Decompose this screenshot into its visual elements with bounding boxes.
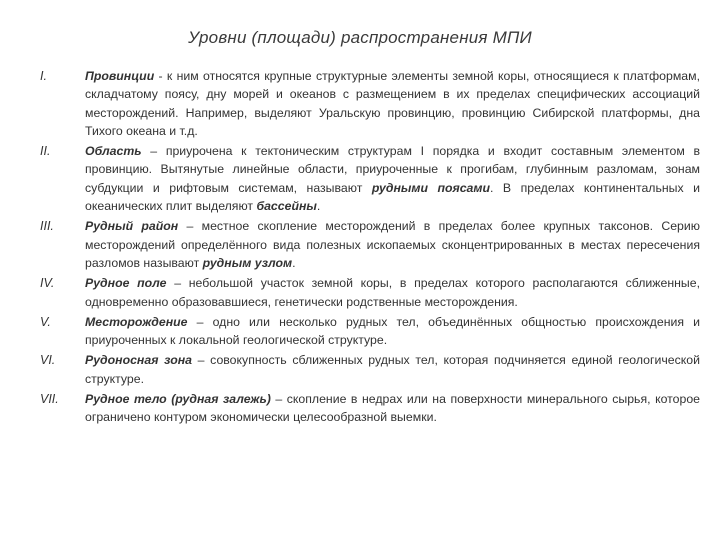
item-number: V. — [40, 314, 51, 329]
item-number: I. — [40, 69, 47, 83]
item-description: – приурочена к тектоническим структурам I порядка и входит составным элементом в провинцию. Вытянутые линейные области, приуроченные к прогибам, глубинным разломам, зонам субдукции и рифтовым системам, называют — [85, 144, 700, 195]
item-number: IV. — [40, 276, 55, 291]
item-text — [85, 274, 700, 311]
item-text — [85, 142, 700, 215]
item-text — [85, 390, 700, 427]
item-description: - к ним относятся крупные структурные элементы земной коры, относящиеся к платформам, складчатому поясу, дну морей и океанов с размещением в их пределах специфических ассоциаций месторождений. Например, выделяют Уральскую провинцию, провинцию Сибирской платформы, дна Тихого океана и т.д. — [85, 69, 700, 138]
item-term: Рудоносная зона — [85, 353, 192, 368]
list-item — [40, 390, 700, 427]
item-description: – небольшой участок земной коры, в пределах которого располагаются сближенные, одновременно образовавшиеся, генетически родственные месторождения. — [85, 276, 701, 309]
item-text — [85, 67, 700, 140]
item-term-secondary: рудными поясами — [371, 180, 491, 195]
item-term: Провинции — [85, 69, 155, 83]
list-item — [40, 217, 700, 272]
item-term: Рудное поле — [85, 276, 167, 291]
item-term-secondary: рудным узлом — [202, 255, 293, 270]
item-description: – совокупность сближенных рудных тел, которая подчиняется единой геологической структуре. — [85, 353, 700, 386]
item-text — [85, 351, 700, 388]
item-description-continued: . В пределах континентальных и океанических плит выделяют — [85, 180, 700, 214]
item-term: Месторождение — [85, 314, 188, 329]
list-item — [40, 142, 700, 215]
item-number: II. — [40, 144, 51, 159]
list-item — [40, 313, 700, 350]
list-item — [40, 351, 700, 388]
item-description: – одно или несколько рудных тел, объединённых общностью происхождения и приуроченных к локальной геологической структуре. — [85, 314, 700, 348]
item-term: Рудный район — [85, 219, 179, 234]
item-description: – местное скопление месторождений в пределах более крупных таксонов. Серию месторождений определённого вида полезных ископаемых сконцентрированных в местах пересечения разломов называют — [85, 219, 700, 270]
item-description-end: . — [292, 255, 296, 270]
item-description-end: . — [316, 199, 321, 214]
item-number: III. — [40, 219, 54, 234]
item-term-tertiary: бассейны — [256, 199, 317, 214]
list-item — [40, 274, 700, 311]
item-term: Рудное тело (рудная залежь) — [85, 392, 271, 407]
slide-title: Уровни (площади) распространения МПИ — [188, 28, 532, 47]
item-term: Область — [85, 144, 142, 159]
item-number: VII. — [40, 392, 59, 407]
levels-list — [40, 67, 700, 429]
list-item — [40, 67, 700, 140]
item-text — [85, 313, 700, 350]
item-description: – скопление в недрах или на поверхности минерального сырья, которое ограничено контуром экономически целесообразной выемки. — [85, 392, 700, 425]
item-text — [85, 217, 700, 272]
item-number: VI. — [40, 353, 56, 368]
